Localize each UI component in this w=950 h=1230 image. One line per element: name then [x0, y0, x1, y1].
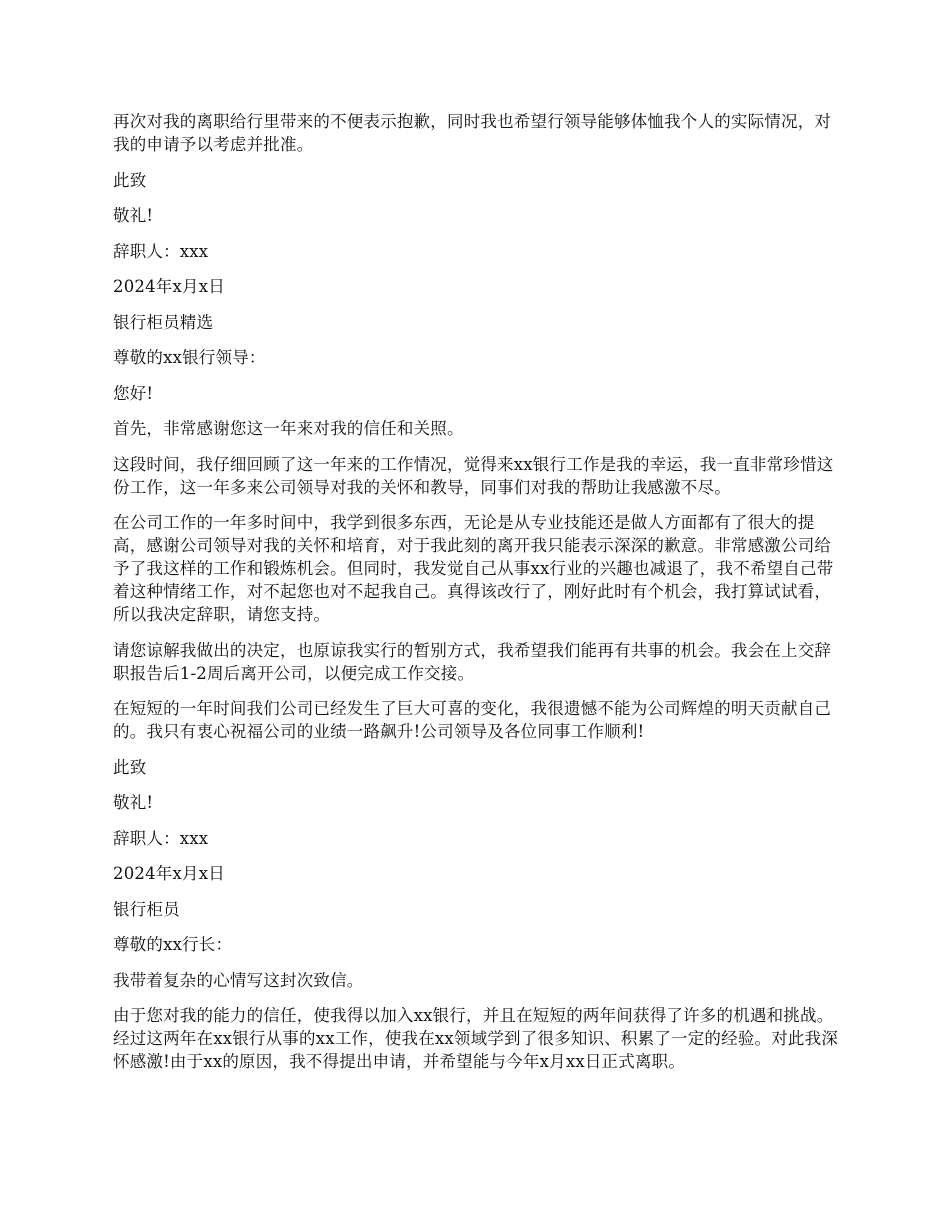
paragraph-wishes: 在短短的一年时间我们公司已经发生了巨大可喜的变化，我很遗憾不能为公司辉煌的明天贡献自己的。我只有衷心祝福公司的业绩一路飙升!公司领导及各位同事工作顺利!: [113, 699, 832, 741]
salutation: 尊敬的xx银行领导：: [113, 348, 266, 367]
signature-date: 2024年x月x日: [113, 277, 225, 296]
signature-resigner: 辞职人：xxx: [113, 241, 209, 261]
section-heading: 银行柜员: [113, 899, 180, 919]
section-heading: 银行柜员精选: [113, 312, 214, 332]
closing-cizhi: 此致: [113, 170, 147, 190]
closing-jingli: 敬礼!: [113, 206, 154, 225]
signature-date: 2024年x月x日: [113, 864, 225, 883]
paragraph-reason: 由于您对我的能力的信任，使我得以加入xx银行，并且在短短的两年间获得了许多的机遇和挑战。经过这两年在xx银行从事的xx工作，使我在xx领域学到了很多知识、积累了一定的经验。对此我深怀感激!由于xx的原因，我不得提出申请，并希望能与今年x月xx日正式离职。: [113, 1006, 839, 1071]
document-body: [113, 110, 843, 1086]
greeting: 您好!: [113, 383, 154, 403]
paragraph-apology: 再次对我的离职给行里带来的不便表示抱歉，同时我也希望行领导能够体恤我个人的实际情况，对我的申请予以考虑并批准。: [113, 112, 832, 154]
closing-cizhi: 此致: [113, 757, 147, 777]
paragraph-understanding: 请您谅解我做出的决定，也原谅我实行的暂别方式，我希望我们能再有共事的机会。我会在上交辞职报告后1-2周后离开公司，以便完成工作交接。: [113, 640, 832, 683]
closing-jingli: 敬礼!: [113, 793, 154, 812]
paragraph-review: 这段时间，我仔细回顾了这一年来的工作情况，觉得来xx银行工作是我的幸运，我一直非常珍惜这份工作，这一年多来公司领导对我的关怀和教导，同事们对我的帮助让我感激不尽。: [113, 454, 834, 497]
paragraph-thanks: 首先，非常感谢您这一年来对我的信任和关照。: [113, 419, 464, 438]
salutation: 尊敬的xx行长：: [113, 935, 233, 954]
signature-resigner: 辞职人：xxx: [113, 828, 209, 848]
paragraph-opening: 我带着复杂的心情写这封次致信。: [113, 970, 364, 990]
paragraph-learning: 在公司工作的一年多时间中，我学到很多东西，无论是从专业技能还是做人方面都有了很大的提高，感谢公司领导对我的关怀和培育，对于我此刻的离开我只能表示深深的歉意。非常感激公司给予了我这样的工作和锻炼机会。但同时，我发觉自己从事xx行业的兴趣也减退了，我不希望自己带着这种情绪工作，对不起您也对不起我自己。真得该改行了，刚好此时有个机会，我打算试试看，所以我决定辞职，请您支持。: [113, 513, 834, 624]
